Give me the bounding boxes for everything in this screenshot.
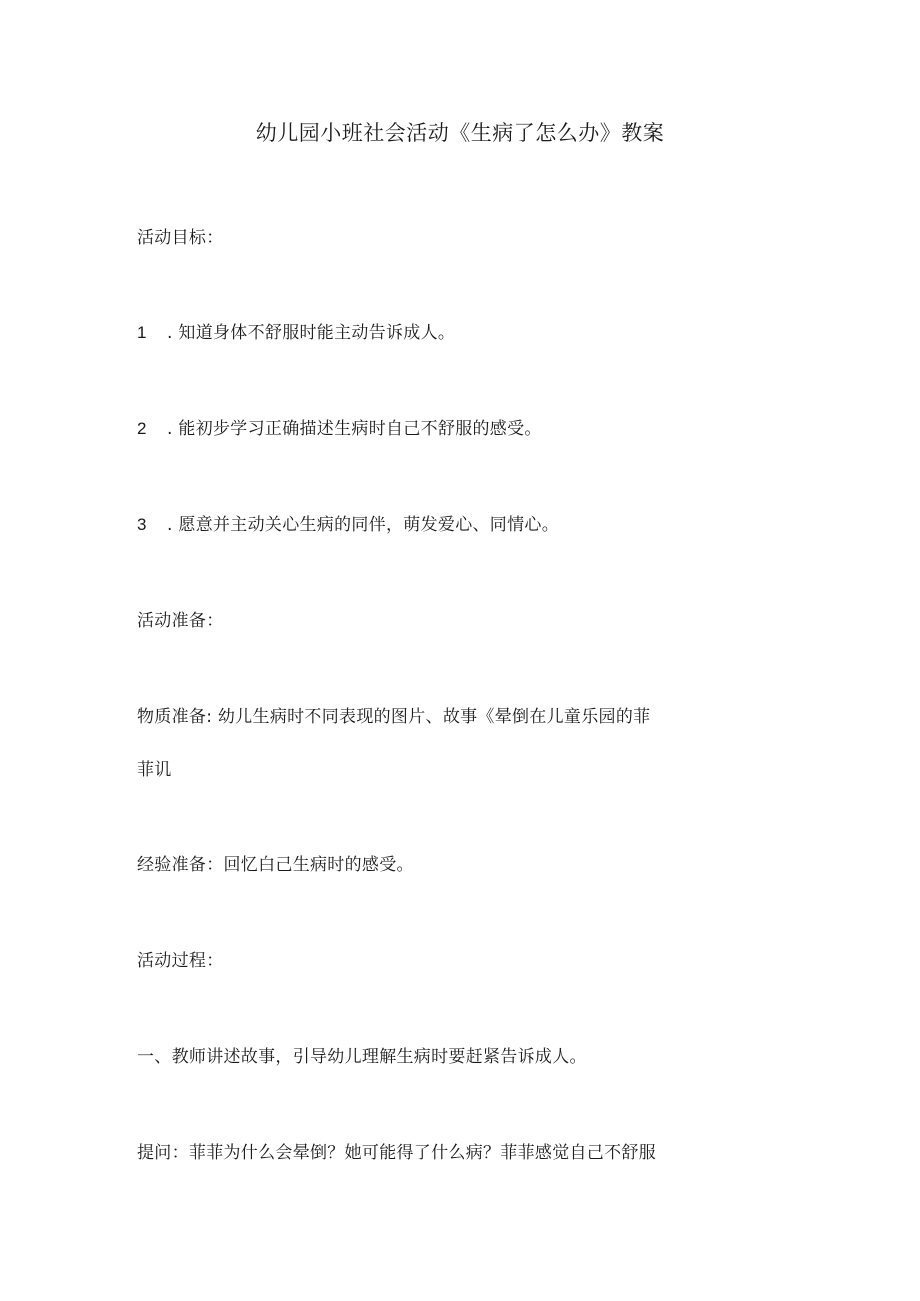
goal-item-2	[137, 416, 542, 442]
goal-text: . 知道身体不舒服时能主动告诉成人。	[167, 323, 456, 343]
goal-text: . 愿意并主动关心生病的同伴，萌发爱心、同情心。	[167, 515, 560, 535]
goal-text: . 能初步学习正确描述生病时自己不舒服的感受。	[167, 419, 542, 439]
material-prep-line-2: 菲讥	[137, 760, 172, 780]
process-heading: 活动过程：	[137, 951, 224, 971]
question-text: 提问：菲菲为什么会晕倒？她可能得了什么病？菲菲感觉自己不舒服	[137, 1143, 656, 1163]
prep-heading: 活动准备：	[137, 611, 224, 631]
document-title: 幼儿园小班社会活动《生病了怎么办》教案	[255, 121, 665, 145]
goal-item-3	[137, 512, 559, 538]
experience-prep: 经验准备：回忆白己生病时的感受。	[137, 855, 414, 875]
material-prep-line-1: 物质准备: 幼儿生病时不同表现的图片、故事《晕倒在儿童乐园的菲	[137, 707, 651, 727]
goals-heading: 活动目标：	[137, 228, 224, 248]
goal-number: 3	[137, 515, 147, 534]
process-step-1: 一、教师讲述故事，引导幼儿理解生病时要赶紧告诉成人。	[137, 1047, 587, 1067]
goal-item-1	[137, 320, 455, 346]
goal-number: 1	[137, 323, 147, 342]
goal-number: 2	[137, 419, 147, 438]
